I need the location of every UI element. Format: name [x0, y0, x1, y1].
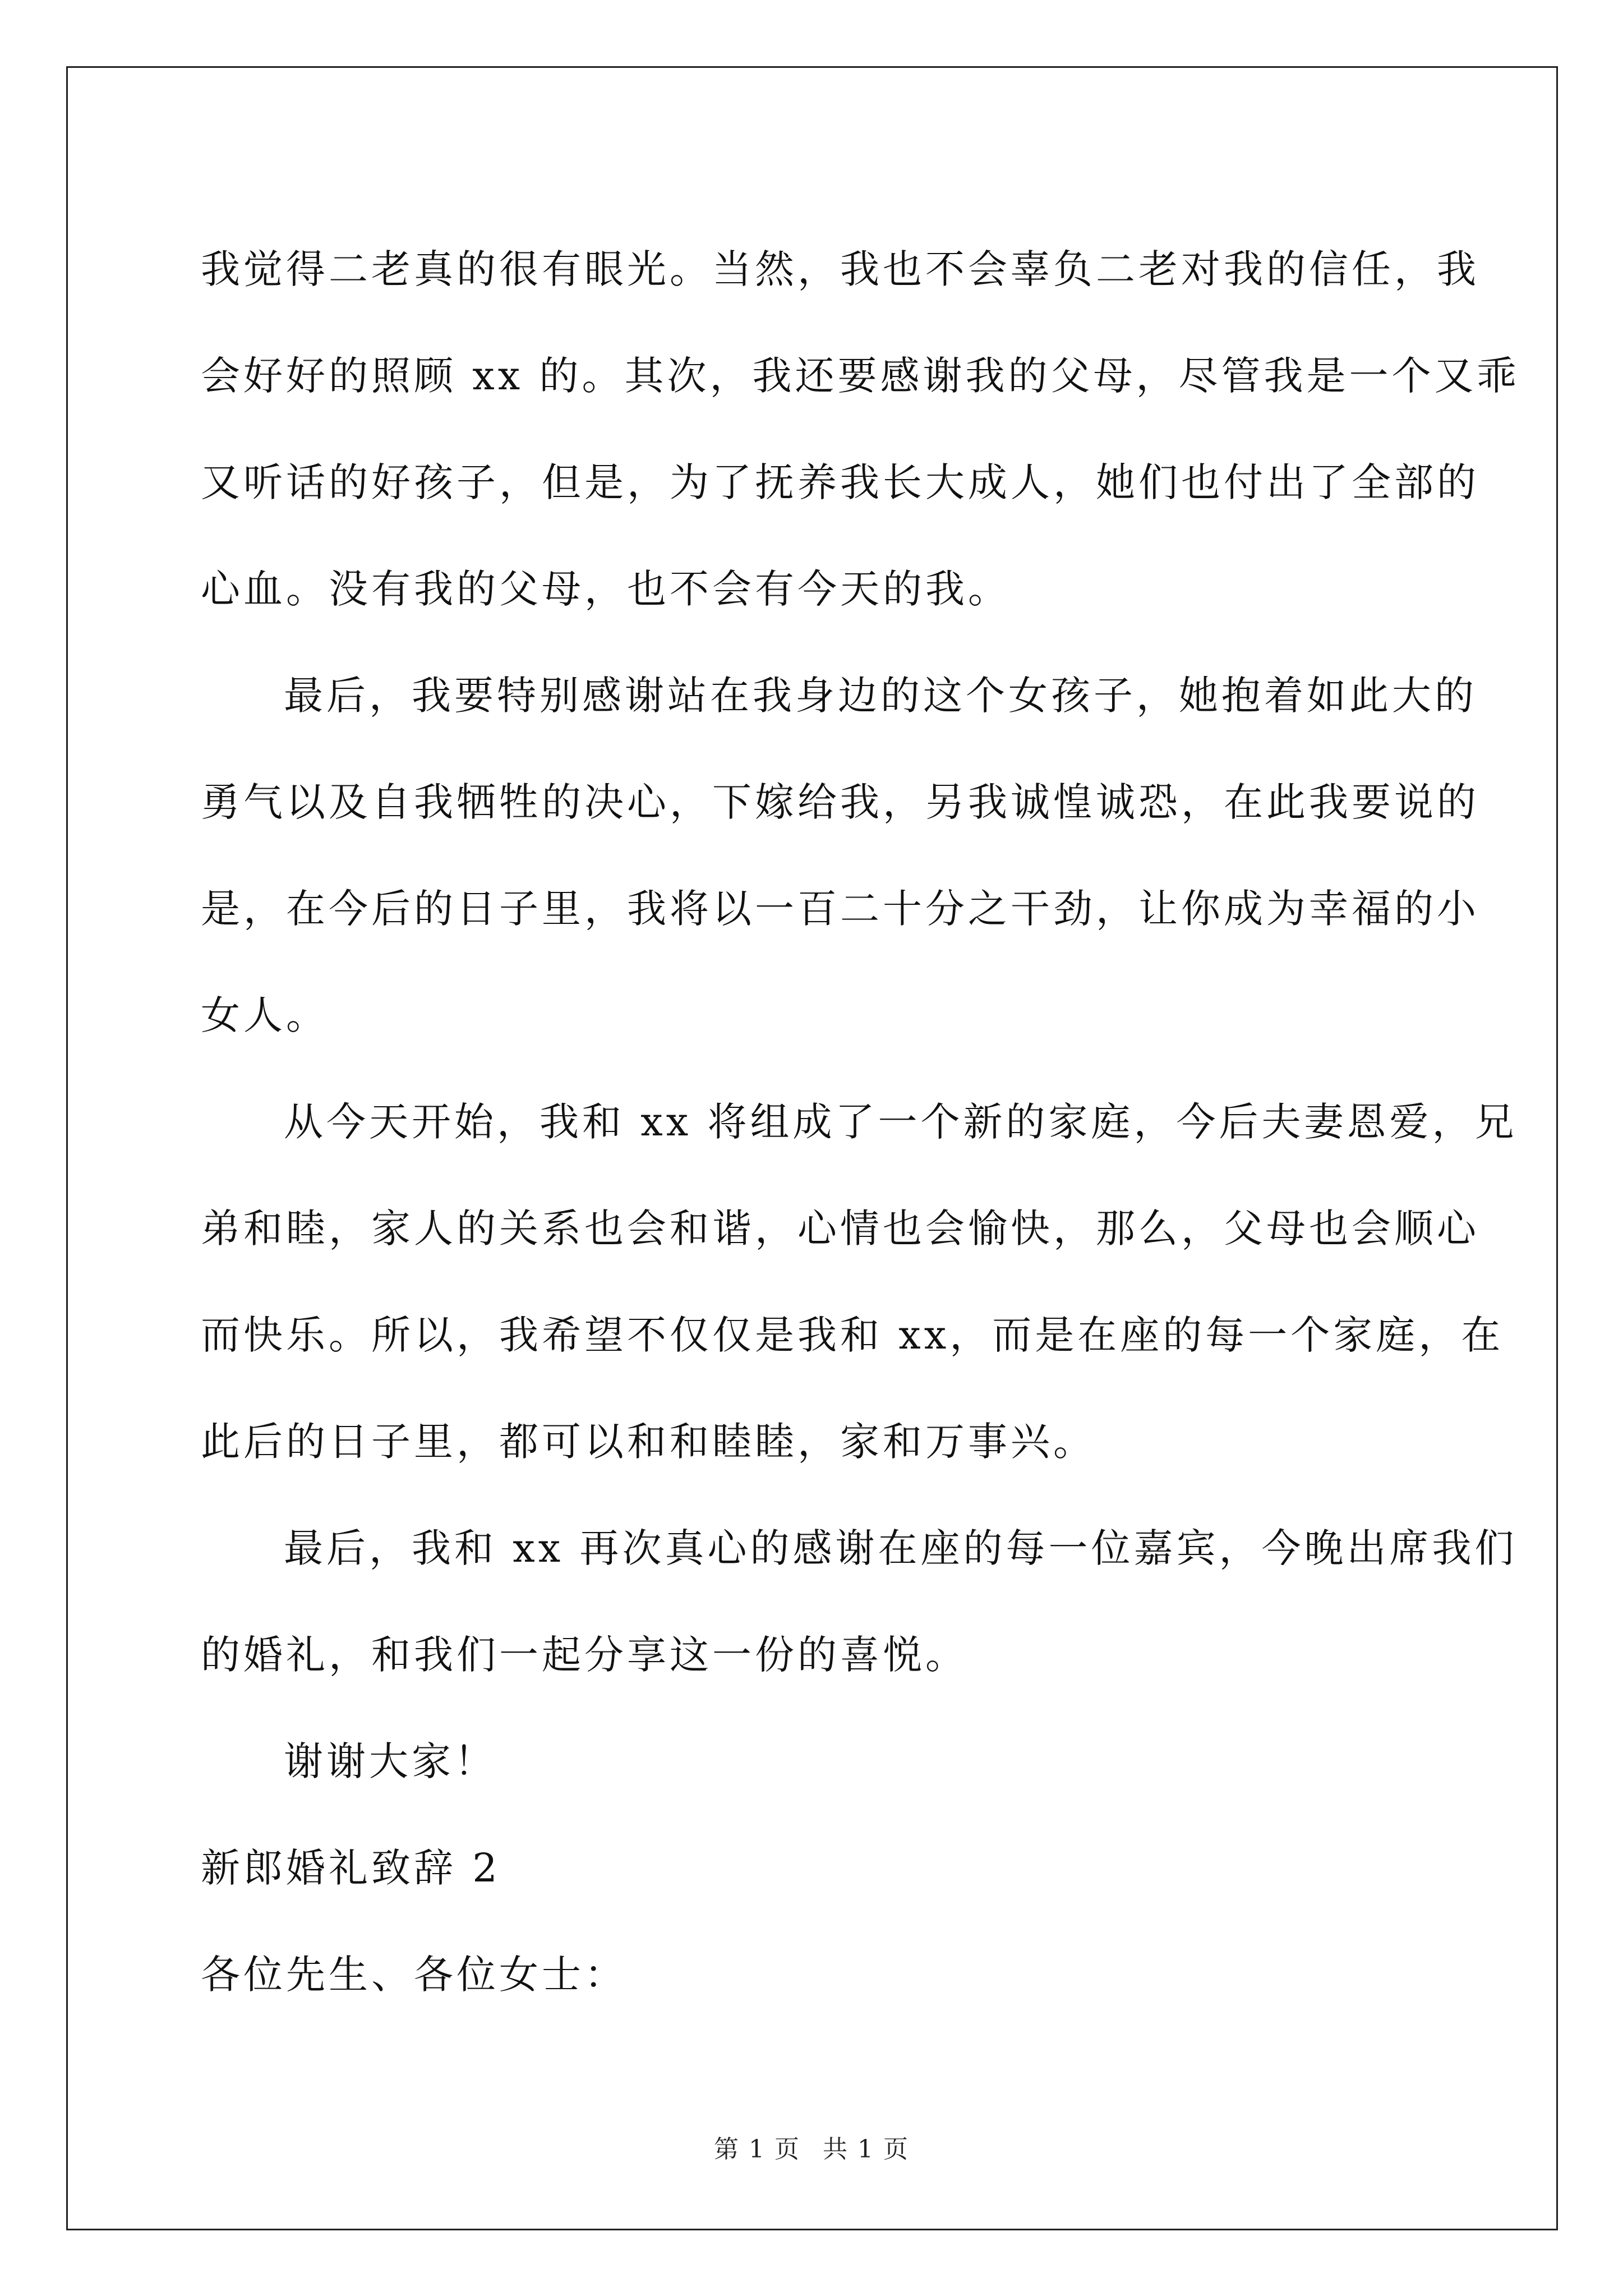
section-heading [201, 1815, 1435, 1921]
text-line: 勇气以及自我牺牲的决心，下嫁给我，另我诚惶诚恐，在此我要说的 [201, 779, 1479, 825]
text-line: 心血。没有我的父母，也不会有今天的我。 [201, 566, 1011, 612]
text-line: 又听话的好孩子，但是，为了抚养我长大成人，她们也付出了全部的 [201, 459, 1479, 505]
closing-line [201, 1708, 1435, 1815]
salutation [201, 1921, 1435, 2028]
text-line: 我觉得二老真的很有眼光。当然，我也不会辜负二老对我的信任，我 [201, 246, 1479, 292]
text-line: 最后，我和 xx 再次真心的感谢在座的每一位嘉宾，今晚出席我们 [284, 1525, 1518, 1571]
page-number: 第 1 页 [714, 2135, 800, 2164]
page-footer [0, 2129, 1623, 2165]
text-line: 而快乐。所以，我希望不仅仅是我和 xx，而是在座的每一个家庭，在 [201, 1312, 1504, 1358]
text-line: 是，在今后的日子里，我将以一百二十分之干劲，让你成为幸福的小 [201, 886, 1479, 932]
text-line: 从今天开始，我和 xx 将组成了一个新的家庭，今后夫妻恩爱，兄 [284, 1099, 1518, 1145]
page-total: 共 1 页 [823, 2135, 909, 2164]
text-line: 弟和睦，家人的关系也会和谐，心情也会愉快，那么，父母也会顺心 [201, 1205, 1479, 1251]
paragraph [201, 642, 1479, 1069]
paragraph [201, 216, 1520, 642]
text-line: 此后的日子里，都可以和和睦睦，家和万事兴。 [201, 1419, 1096, 1465]
text-line: 会好好的照顾 xx 的。其次，我还要感谢我的父母，尽管我是一个又乖 [201, 353, 1520, 399]
text-line: 新郎婚礼致辞 2 [201, 1845, 501, 1891]
paragraph [201, 1069, 1518, 1495]
text-line: 各位先生、各位女士： [201, 1952, 627, 1998]
paragraph [201, 1495, 1518, 1708]
text-line: 的婚礼，和我们一起分享这一份的喜悦。 [201, 1632, 968, 1678]
text-line: 最后，我要特别感谢站在我身边的这个女孩子，她抱着如此大的 [284, 673, 1477, 719]
document-body [201, 216, 1520, 2028]
text-line: 谢谢大家！ [284, 1738, 497, 1784]
text-line: 女人。 [201, 992, 329, 1038]
